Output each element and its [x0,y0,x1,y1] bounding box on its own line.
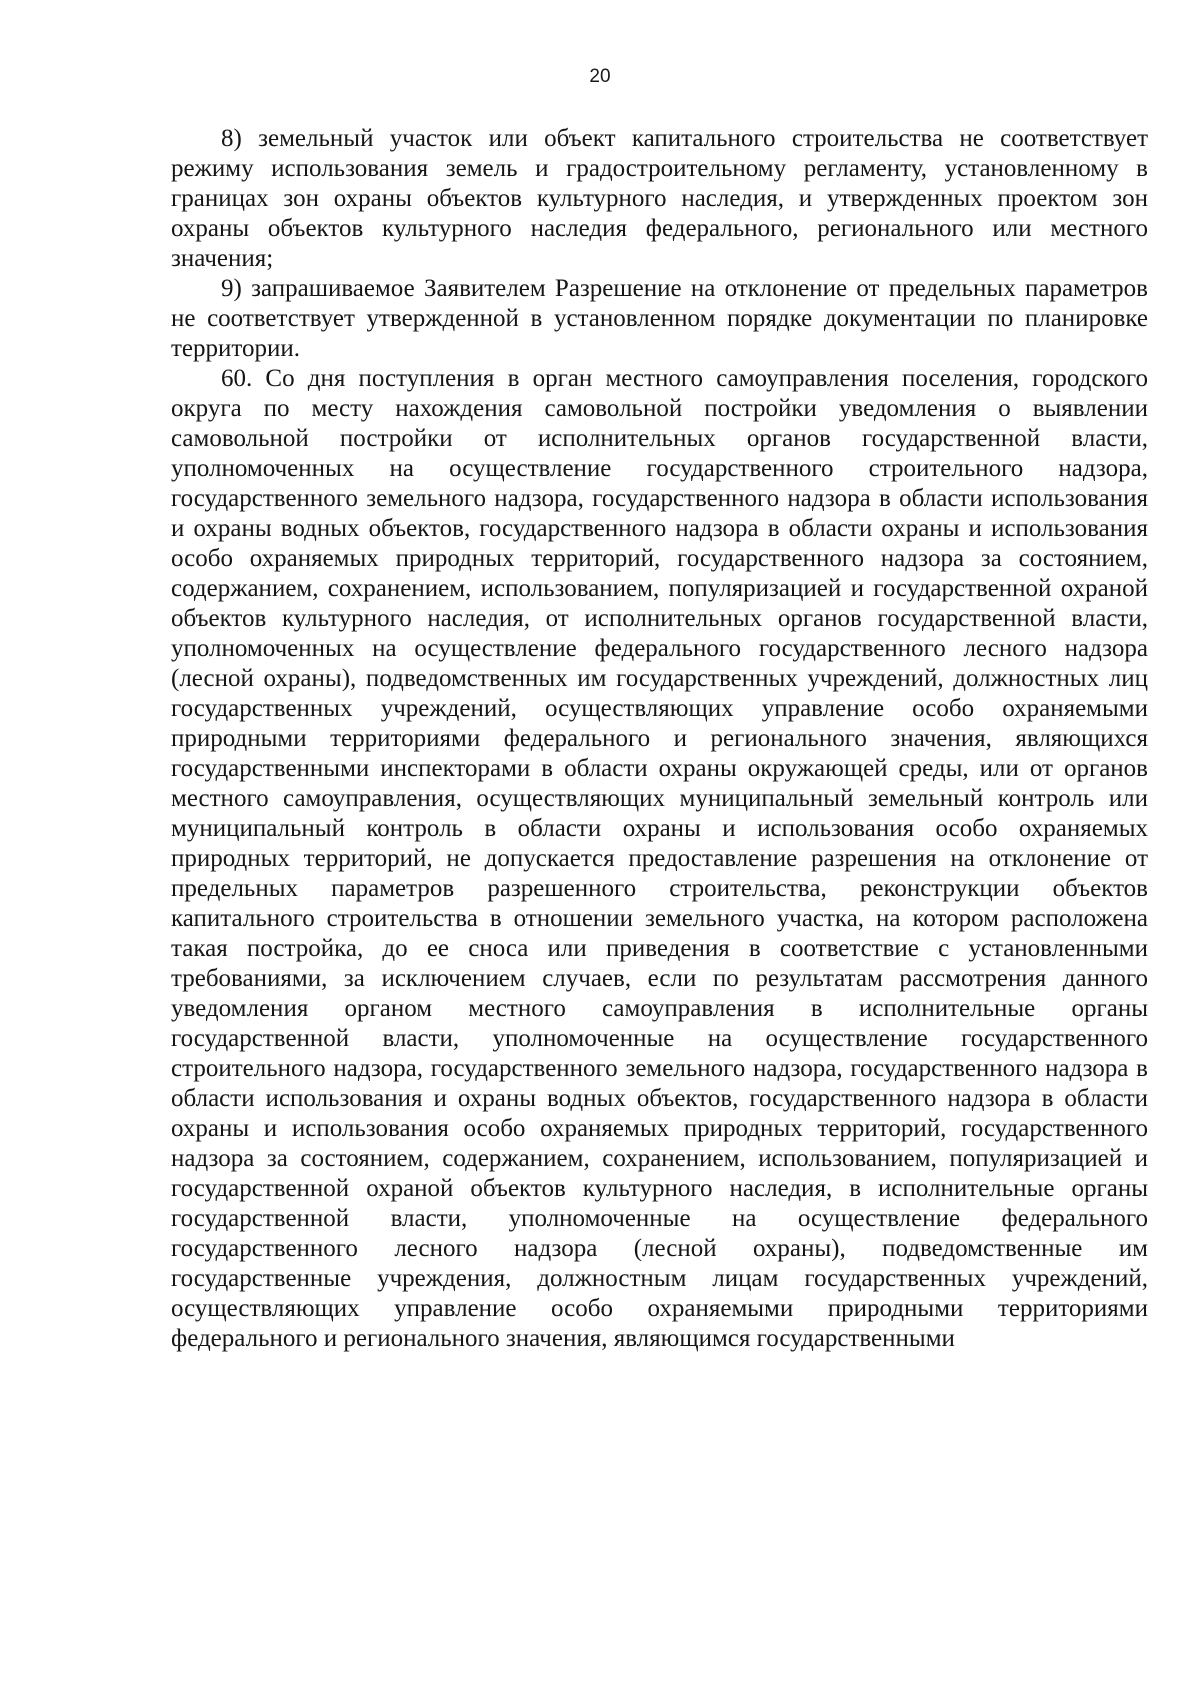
paragraph-item-8: 8) земельный участок или объект капитального строительства не соответствует режиму использования земель и градостроительному регламенту, установленному в границах зон охраны объектов культурного наследия, и утвержденных проектом зон охраны объектов культурного наследия федерального, регионального или местного значения; [171,125,1148,272]
paragraph-item-9: 9) запрашиваемое Заявителем Разрешение на отклонение от предельных параметров не соответствует утвержденной в установленном порядке документации по планировке территории. [171,275,1148,362]
paragraph-60: 60. Со дня поступления в орган местного самоуправления поселения, городского округа по месту нахождения самовольной постройки уведомления о выявлении самовольной постройки от исполнительных органов государственной власти, уполномоченных на осуществление государственного строительного надзора, государственного земельного надзора, государственного надзора в области использования и охраны водных объектов, государственного надзора в области охраны и использования особо охраняемых природных территорий, государственного надзора за состоянием, содержанием, сохранением, использованием, популяризацией и государственной охраной объектов культурного наследия, от исполнительных органов государственной власти, уполномоченных на осуществление федерального государственного лесного надзора (лесной охраны), подведомственных им государственных учреждений, должностных лиц государственных учреждений, осуществляющих управление особо охраняемыми природными территориями федерального и регионального значения, являющихся государственными инспекторами в области охраны окружающей среды, или от органов местного самоуправления, осуществляющих муниципальный земельный контроль или муниципальный контроль в области охраны и использования особо охраняемых природных территорий, не допускается предоставление разрешения на отклонение от предельных параметров разрешенного строительства, реконструкции объектов капитального строительства в отношении земельного участка, на котором расположена такая постройка, до ее сноса или приведения в соответствие с установленными требованиями, за исключением случаев, если по результатам рассмотрения данного уведомления органом местного самоуправления в исполнительные органы государственной власти, уполномоченные на осуществление государственного строительного надзора, государственного земельного надзора, государственного надзора в области использования и охраны водных объектов, государственного надзора в области охраны и использования особо охраняемых природных территорий, государственного надзора за состоянием, содержанием, сохранением, использованием, популяризацией и государственной охраной объектов культурного наследия, в исполнительные органы государственной власти, уполномоченные на осуществление федерального государственного лесного надзора (лесной охраны), подведомственные им государственные учреждения, должностным лицам государственных учреждений, осуществляющих управление особо охраняемыми природными территориями федерального и регионального значения, являющимся государственными [171,365,1148,1352]
document-body [171,124,1148,1354]
page-number: 20 [589,66,611,87]
